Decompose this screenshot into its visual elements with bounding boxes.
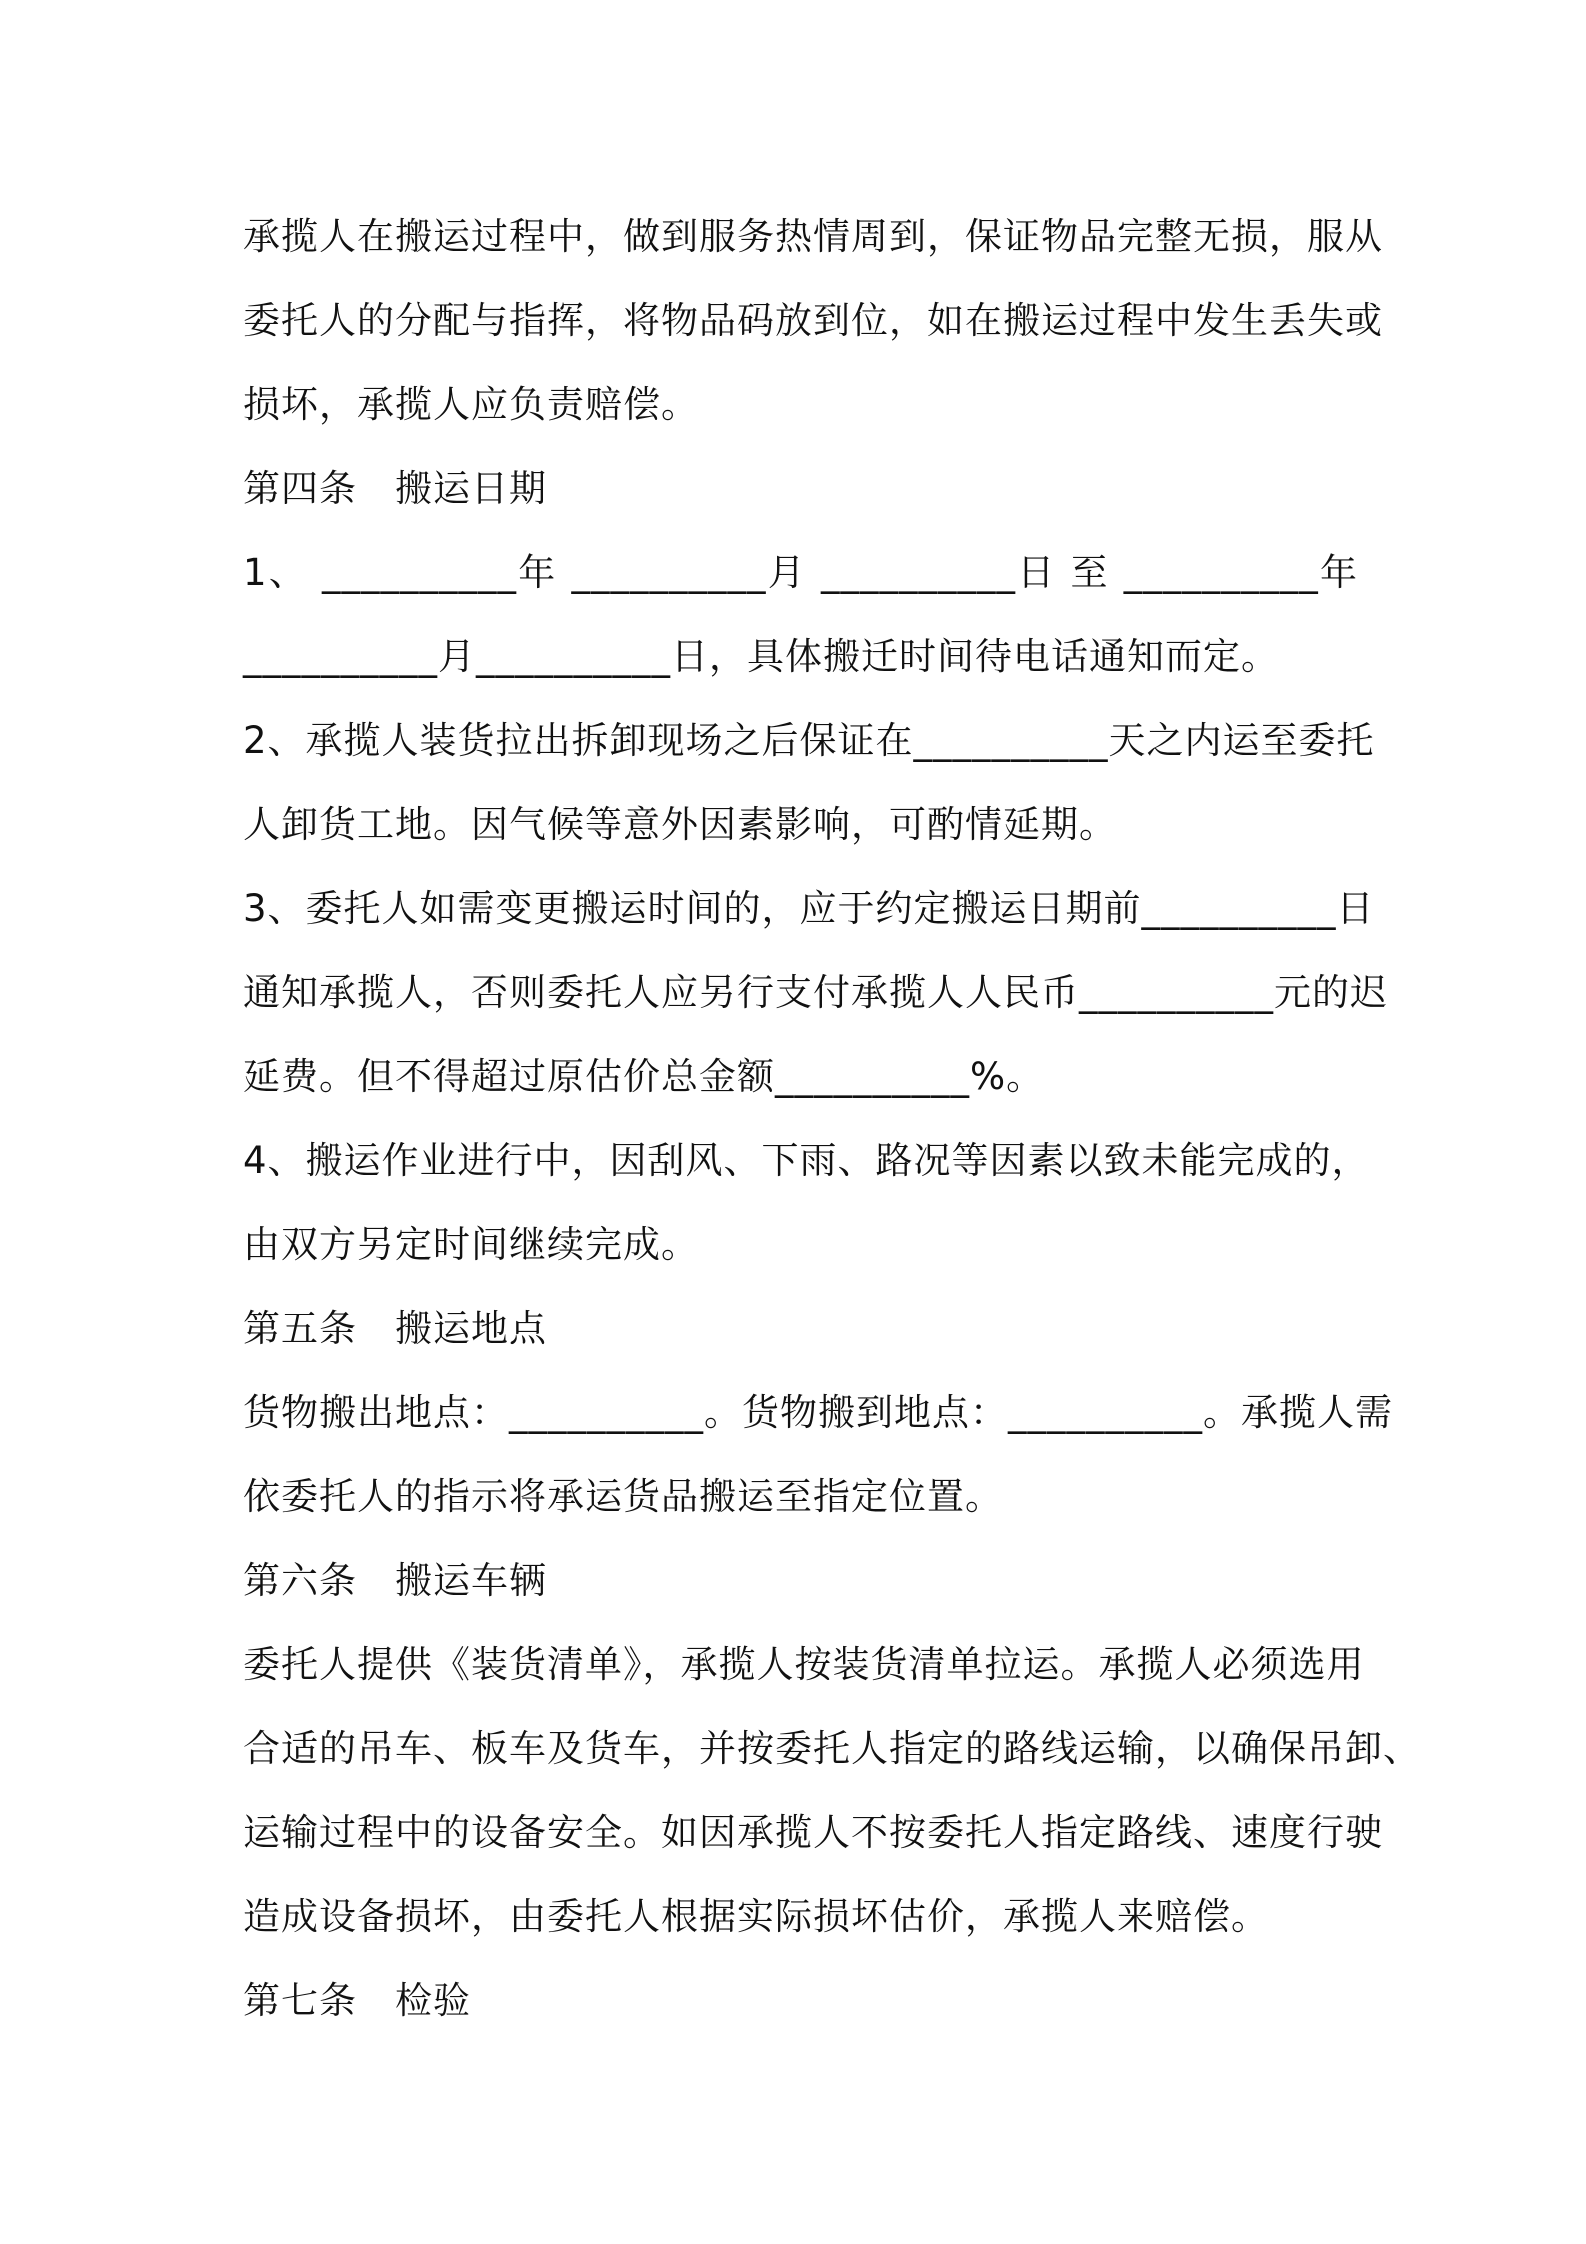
body-line: 运输过程中的设备安全。如因承揽人不按委托人指定路线、速度行驶 [243, 1811, 1383, 1854]
body-line: __________月__________日，具体搬迁时间待电话通知而定。 [243, 635, 1279, 678]
section-heading-5: 第五条 搬运地点 [243, 1307, 547, 1350]
clause-4-3: 3、委托人如需变更搬运时间的，应于约定搬运日期前__________日 [243, 887, 1375, 930]
clause-4-1: 1、 __________年 __________月 __________日 至 __________年 [243, 551, 1358, 594]
body-line: 由双方另定时间继续完成。 [243, 1223, 699, 1266]
body-line: 合适的吊车、板车及货车，并按委托人指定的路线运输，以确保吊卸、 [243, 1727, 1421, 1770]
section-heading-7: 第七条 检验 [243, 1979, 471, 2022]
body-line: 委托人提供《装货清单》，承揽人按装货清单拉运。承揽人必须选用 [243, 1643, 1365, 1686]
body-line: 损坏，承揽人应负责赔偿。 [243, 383, 699, 426]
clause-4-4: 4、搬运作业进行中，因刮风、下雨、路况等因素以致未能完成的， [243, 1139, 1370, 1182]
section-heading-6: 第六条 搬运车辆 [243, 1559, 547, 1602]
body-line: 造成设备损坏，由委托人根据实际损坏估价，承揽人来赔偿。 [243, 1895, 1269, 1938]
body-line: 人卸货工地。因气候等意外因素影响，可酌情延期。 [243, 803, 1117, 846]
body-line: 延费。但不得超过原估价总金额__________%。 [243, 1055, 1045, 1098]
document-page [243, 195, 1421, 2043]
body-line: 通知承揽人，否则委托人应另行支付承揽人人民币__________元的迟 [243, 971, 1388, 1014]
section-heading-4: 第四条 搬运日期 [243, 467, 547, 510]
body-line: 委托人的分配与指挥，将物品码放到位，如在搬运过程中发生丢失或 [243, 299, 1383, 342]
body-line: 承揽人在搬运过程中，做到服务热情周到，保证物品完整无损，服从 [243, 215, 1383, 258]
clause-4-2: 2、承揽人装货拉出拆卸现场之后保证在__________天之内运至委托 [243, 719, 1375, 762]
body-line: 依委托人的指示将承运货品搬运至指定位置。 [243, 1475, 1003, 1518]
body-line: 货物搬出地点：__________。货物搬到地点：__________。承揽人需 [243, 1391, 1393, 1434]
